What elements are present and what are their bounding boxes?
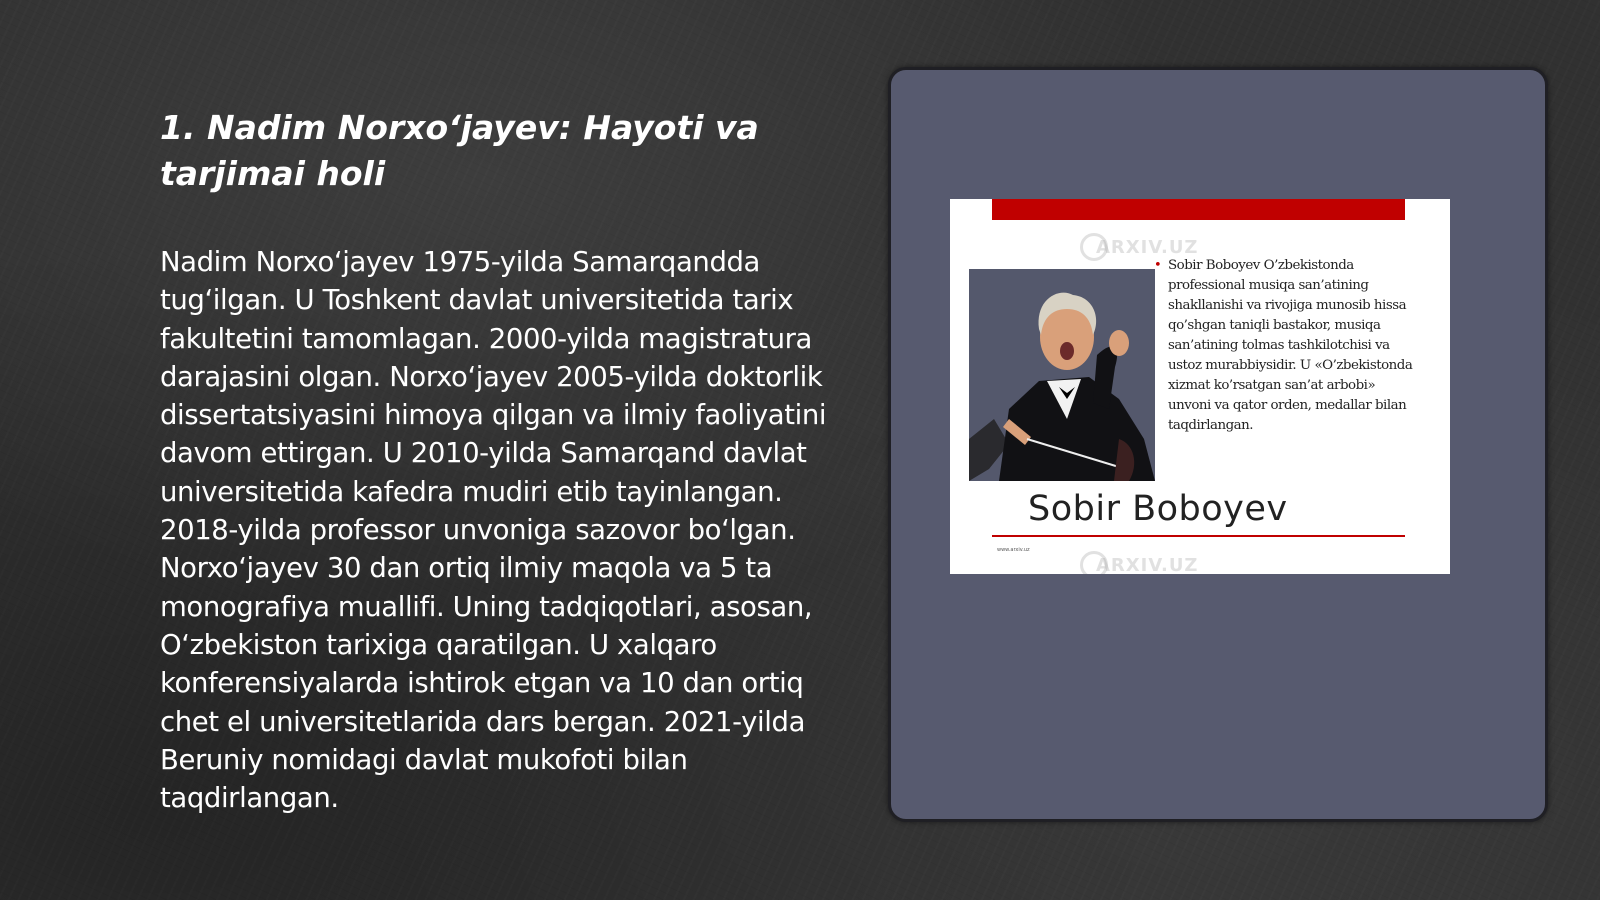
embedded-bullet-text: Sobir Boboyev O’zbekistonda professional musiqa san’atining shakllanishi va rivojiga munosib hissa qo’shgan taniqli bastakor, musiqa san’atining tolmas tashkilotchisi va ustoz murabbiysidir. U «O’zbekistonda xizmat ko’rsatgan san’at arbobi» unvoni va qator orden, medallar bilan taqdirlangan.: [1168, 258, 1413, 433]
watermark-text: ARXIV.UZ: [1096, 236, 1199, 258]
embedded-bullet-item: [1154, 256, 1413, 436]
embedded-slide-image: [950, 199, 1450, 574]
conductor-portrait-photo: [969, 269, 1155, 481]
embedded-caption-underline: [992, 535, 1405, 537]
embedded-caption: Sobir Boboyev: [1028, 489, 1288, 529]
slide-body-text: Nadim Norxo‘jayev 1975-yilda Samarqandda tug‘ilgan. U Toshkent davlat universitetida tarix fakultetini tamomlagan. 2000-yilda magistratura darajasini olgan. Norxo‘jayev 2005-yilda doktorlik dissertatsiyasini himoya qilgan va ilmiy faoliyatini davom ettirgan. U 2010-yilda Samarqand davlat universitetida kafedra mudiri etib tayinlangan. 2018-yilda professor unvoniga sazovor bo‘lgan. Norxo‘jayev 30 dan ortiq ilmiy maqola va 5 ta monografiya muallifi. Uning tadqiqotlari, asosan, O‘zbekiston tarixiga qaratilgan. U xalqaro konferensiyalarda ishtirok etgan va 10 dan ortiq chet el universitetlarida dars bergan. 2021-yilda Beruniy nomidagi davlat mukofoti bilan taqdirlangan.: [160, 246, 827, 815]
embedded-header-bar: [992, 199, 1405, 220]
conductor-photo-icon: [969, 269, 1155, 481]
bullet-dot-icon: •: [1154, 258, 1162, 273]
slide-title: 1. Nadim Norxo‘jayev: Hayoti va tarjimai holi: [160, 108, 759, 193]
embedded-footer-text: www.arxiv.uz: [997, 547, 1030, 553]
watermark-logo-bottom: [1080, 551, 1198, 574]
watermark-text: ARXIV.UZ: [1096, 554, 1199, 574]
